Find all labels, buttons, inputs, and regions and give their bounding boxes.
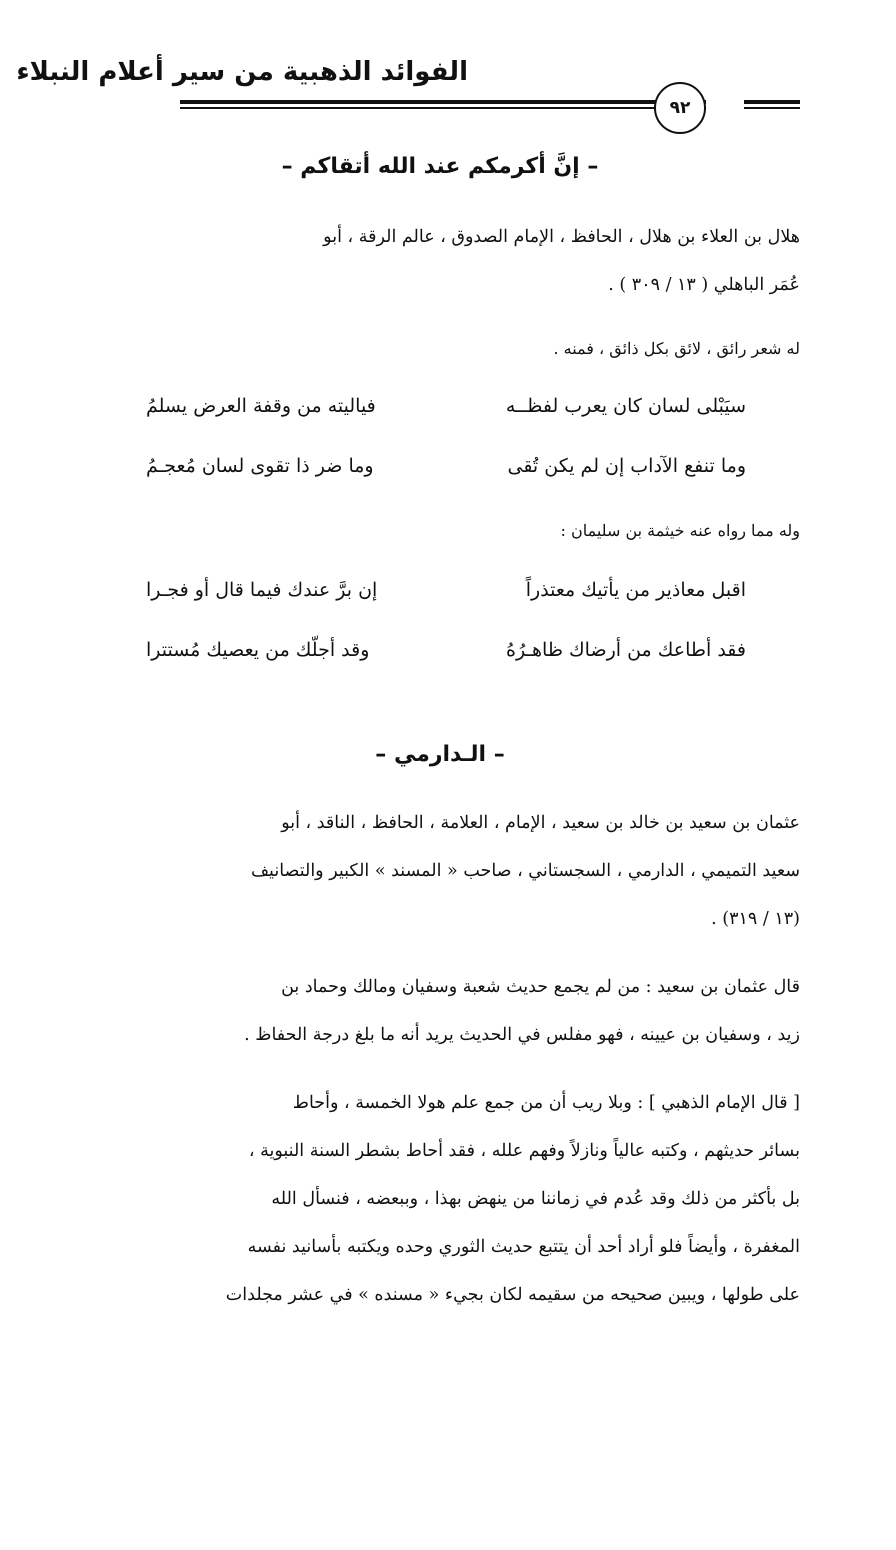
commentary-line: على طولها ، ويبين صحيحه من سقيمه لكان بجيء « مسنده » في عشر مجلدات: [225, 1285, 800, 1305]
header-rule: [180, 107, 706, 109]
verse-first-hemistich: وما تنفع الآداب إن لم يكن تُقى: [507, 455, 746, 477]
header-rule: [180, 100, 706, 104]
verse-row: [146, 386, 746, 426]
intro-line: عُمَر الباهلي ( ١٣ / ٣٠٩ ) .: [608, 275, 800, 295]
section-heading: – إنَّ أكرمكم عند الله أتقاكم –: [281, 154, 599, 179]
commentary-line: بل بأكثر من ذلك وقد عُدم في زماننا من ينهض بهذا ، وببعضه ، فنسأل الله: [271, 1189, 800, 1209]
commentary-line: المغفرة ، وأيضاً فلو أراد أحد أن يتتبع حديث الثوري وحده ويكتبه بأسانيد نفسه: [247, 1237, 800, 1257]
intro-line: (١٣ / ٣١٩) .: [711, 909, 800, 929]
verse-first-hemistich: فقد أطاعك من أرضاك ظاهـرُهُ: [506, 639, 746, 661]
page-number-circle: ٩٢: [654, 82, 706, 134]
running-header-title: الفوائد الذهبية من سير أعلام النبلاء: [16, 57, 468, 87]
quote-line: قال عثمان بن سعيد : من لم يجمع حديث شعبة وسفيان ومالك وحماد بن: [281, 977, 800, 997]
intro-line: سعيد التميمي ، الدارمي ، السجستاني ، صاحب « المسند » الكبير والتصانيف: [250, 861, 800, 881]
verse-first-hemistich: سيَبْلى لسان كان يعرب لفظــه: [505, 395, 746, 417]
verse-row: [146, 446, 746, 486]
verse-second-hemistich: إن برَّ عندك فيما قال أو فجـرا: [146, 579, 378, 601]
verse-second-hemistich: وما ضر ذا تقوى لسان مُعجـمُ: [146, 455, 374, 477]
commentary-line: [ قال الإمام الذهبي ] : وبلا ريب أن من جمع علم هولا الخمسة ، وأحاط: [292, 1093, 800, 1113]
verse-row: [146, 630, 746, 670]
header-rule: [744, 107, 800, 109]
note-line: له شعر رائق ، لائق بكل ذائق ، فمنه .: [553, 339, 800, 358]
header-rule: [744, 100, 800, 104]
transition-line: وله مما رواه عنه خيثمة بن سليمان :: [560, 521, 800, 540]
verse-row: [146, 570, 746, 610]
quote-line: زيد ، وسفيان بن عيينه ، فهو مفلس في الحديث يريد أنه ما بلغ درجة الحفاظ .: [244, 1025, 800, 1045]
verse-second-hemistich: فياليته من وقفة العرض يسلمُ: [146, 395, 376, 417]
commentary-line: بسائر حديثهم ، وكتبه عالياً ونازلاً وفهم علله ، فقد أحاط بشطر السنة النبوية ،: [248, 1141, 800, 1161]
intro-line: هلال بن العلاء بن هلال ، الحافظ ، الإمام الصدوق ، عالم الرقة ، أبو: [323, 227, 800, 247]
verse-second-hemistich: وقد أجلّك من يعصيك مُستترا: [146, 639, 370, 661]
verse-first-hemistich: اقبل معاذير من يأتيك معتذراً: [525, 579, 746, 601]
section-heading: – الـدارمي –: [375, 742, 505, 767]
intro-line: عثمان بن سعيد بن خالد بن سعيد ، الإمام ، العلامة ، الحافظ ، الناقد ، أبو: [281, 813, 800, 833]
